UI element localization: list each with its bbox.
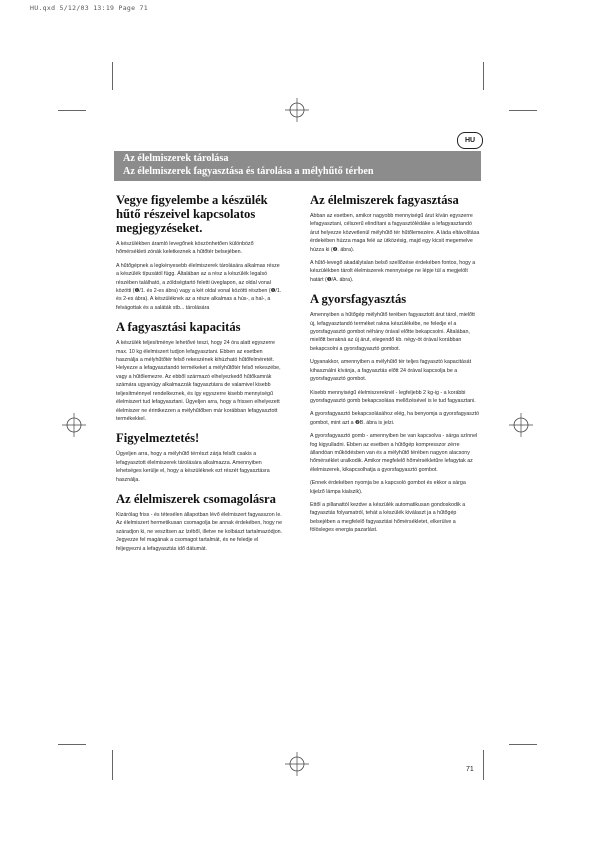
- crop-mark: [58, 744, 86, 745]
- paragraph: A hűtő-levegő akadálytalan belső szellőzése érdekében fontos, hogy a készülékben tárolt élelmiszerek mennyisége ne lépje túl a megjelölt határt (❶/A. ábra).: [310, 260, 476, 283]
- crop-mark: [483, 750, 484, 780]
- crop-mark: [112, 750, 113, 780]
- language-badge: HU: [457, 132, 483, 149]
- heading-freezing-food: Az élelmiszerek fagyasztása: [310, 193, 459, 207]
- crop-mark: [483, 62, 484, 90]
- right-column: [310, 193, 480, 535]
- page-number: 71: [466, 766, 474, 773]
- paragraph: (Ennek érdekében nyomja be a kapcsoló gombot és ekkor a sárga kijelző lámpa kialszik).: [310, 480, 466, 495]
- section-banner: [114, 151, 481, 181]
- paragraph: A készülék teljesítménye lehetővé teszi, hogy 24 óra alatt egyszerre max. 10 kg élelmiszert tudjon lefagyasztani. Ebben az esetben használja a mélyhűtőtér felső rekeszének kihúzható hűtőfelméretét. Helyezze a lefagyasztandó termékeket a mélyhűtőtér felső rekeszébe, vagy a hűtőlemezre. Az ebből származó elhelyezkedő hűtőkamrák számára ugyanúgy alkalmazzák fagyasztásra de valamivel kisebb teljesítménnyel rendelkeznek, és így egyszerre kisebb mennyiségű élelmiszert tud lefagyasztani. Ügyeljen arra, hogy a frissen elhelyezett élelmiszer ne érintkezzen a mélyhűtőben már korábban lefagyasztott termékekkel.: [116, 340, 281, 422]
- heading-quick-freeze: A gyorsfagyasztás: [310, 292, 407, 307]
- paragraph: A gyorsfagyasztó bekapcsolásához elég, ha benyomja a gyorsfagyasztó gombot, mint azt a ❷B. ábra is jelzi.: [310, 411, 480, 426]
- paragraph: Ettől a pillanattól kezdve a készülék automatikusan gondoskodik a fagyasztás folyamatról, tehát a készülék kiválaszt ja a hűtőgép belsejében a megfelelő fagyasztási hőmérsékletet, elkerülve a fölösleges energia pazarlást.: [310, 501, 466, 534]
- paragraph: Kisebb mennyiségű élelmiszereknél - legfeljebb 2 kg-ig - a korábbi gyorsfagyasztó gomb bekapcsolása mellőzésével is le tud fagyasztani.: [310, 389, 476, 404]
- registration-mark-icon: [62, 413, 86, 437]
- paragraph: Ugyanakkor, amennyiben a mélyhűtő tér teljes fagyasztó kapacitását kihasználni kívánja, a fagyasztás előtt 24 órával kapcsolja be a gyorsfagyasztó gombot.: [310, 359, 472, 383]
- banner-title: Az élelmiszerek tárolása: [123, 153, 229, 164]
- crop-mark: [58, 110, 86, 111]
- paragraph: A készülékben áramló levegőnek köszönhetően különböző hőmérsékleti zónák keletkeznek a hűtőtér belsejében.: [116, 241, 254, 256]
- heading-storage-notes: Vegye figyelembe a készülék hűtő részeivel kapcsolatos megjegyzéseket.: [116, 193, 268, 235]
- paragraph: Ügyeljen arra, hogy a mélyhűtő térrészt zárja felsőt csakis a lefagyasztott élelmiszerek tárolására alkalmazza. Amennyiben lehetséges kerülje el, hogy a készüléknek ezt részét fagyasztásra használja.: [116, 451, 270, 483]
- left-column: [116, 193, 283, 553]
- crop-mark: [509, 110, 537, 111]
- heading-warning: Figyelmeztetés!: [116, 431, 200, 446]
- paragraph: Kizárólag friss - és tétesélen állapotban lévő élelmiszert fagyasszon le. Az élelmiszert hermetikusan csomagolja be annak érdekében, hogy ne száradjon ki, ne veszítsen az ízéből, illetve ne kolbászt tartalmazódjon. Jegyezze fel magának a csomagot tartalmát, és ne feledje el feljegyezni a lefagyasztás idő dátumát.: [116, 511, 283, 552]
- print-slug: HU.qxd 5/12/03 13:19 Page 71: [30, 4, 148, 12]
- registration-mark-icon: [285, 98, 309, 122]
- heading-packaging: Az élelmiszerek csomagolásra: [116, 491, 276, 506]
- heading-freezing-capacity: A fagyasztási kapacitás: [116, 320, 241, 335]
- crop-mark: [112, 62, 113, 90]
- registration-mark-icon: [285, 752, 309, 776]
- paragraph: A hűtőgépnek a legkényesebb élelmiszerek tárolására alkalmas része a készülék típusától függ. Általában az a rész a készülék legalsó részében található, a zöldségtartó feletti üveglapon, az oldal vonal közötti (❶/1. és 2-es ábra) vagy a két oldal vonal közötti részben (❶/1. és 2-es ábra). A készüléknek az a része alkalmas a hús-, a hal-, a felvágottak és a saláták stb... tárolására: [116, 262, 282, 311]
- paragraph: Abban az esetben, amikor nagyobb mennyiségű árut kíván egyszerre lefagyasztani, célszerű elindítani a fagyasztólédáke a lefagyasztandó árut helyezze közvetlenül mélyhűtő tér hűtőlemezére. A láda eltávolítása érdekében húzza maga felé az ütközésig, majd egy kicsit megemelve húzza ki (❷. ábra).: [310, 213, 480, 253]
- banner-subtitle: Az élelmiszerek fagyasztása és tárolása a mélyhűtő térben: [123, 166, 374, 177]
- registration-mark-icon: [509, 413, 533, 437]
- paragraph: A gyorsfagyasztó gomb - amennyiben be van kapcsolva - sárga színnel fog kigyulladni. Ebben az esetben a hűtőgép kompresszor zérre állandóan működésben van és a mélyhűtő térében nagyon alacsony hőmérséklet uralkodik. Amikor megfelelő hőmérsékletűre lefagytak az élelmiszerek, kikapcsolhatja a gyorsfagyasztó gombot.: [310, 433, 478, 473]
- paragraph: Amennyiben a hűtőgép mélyhűtő terében fagyasztott árut tárol, mielőtt új, lefagyasztandó terméket rakna készülékébe, ne feledje el a gyorsfagyasztó gombot néhány órával előtte bekapcsolni. Általában, mielőtt berakná az új árut, elegendő kb. négy-öt órával korábban bekapcsolni a gyorsfagyasztó gombot.: [310, 312, 475, 352]
- crop-mark: [509, 744, 537, 745]
